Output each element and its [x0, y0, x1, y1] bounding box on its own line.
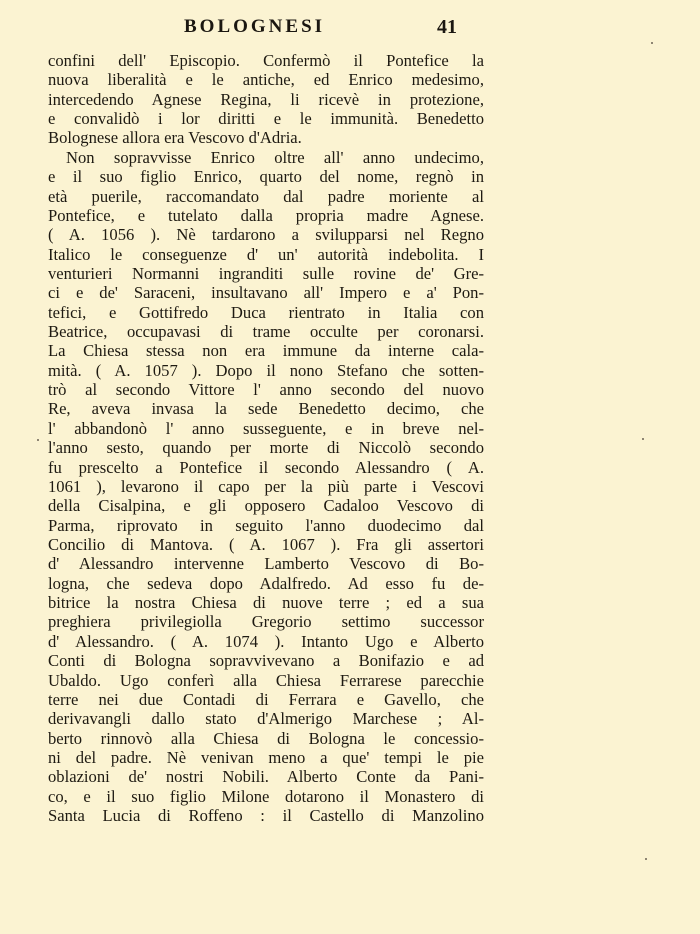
paper-speck: [651, 42, 653, 44]
text-line: Non sopravvisse Enrico oltre all' anno undecimo,: [66, 147, 484, 167]
text-line: terre nei due Contadi di Ferrara e Gavello, che: [48, 689, 484, 709]
text-line: d' Alessandro. ( A. 1074 ). Intanto Ugo e Alberto: [48, 631, 484, 651]
text-line: ci e de' Saraceni, insultavano all' Impero e a' Pon-: [48, 283, 484, 303]
text-line: Parma, riprovato in seguito l'anno duodecimo dal: [48, 515, 484, 535]
text-line: Pontefice, e tutelato dalla propria madre Agnese.: [48, 205, 484, 225]
paper-speck: [645, 858, 647, 860]
text-line: mità. ( A. 1057 ). Dopo il nono Stefano che sotten-: [48, 360, 484, 380]
text-line: ni del padre. Nè venivan meno a que' tempi le pie: [48, 747, 484, 767]
text-line: intercedendo Agnese Regina, li ricevè in protezione,: [48, 89, 484, 109]
text-line: Beatrice, occupavasi di trame occulte per coronarsi.: [48, 322, 484, 342]
text-line: trò al secondo Vittore l' anno secondo del nuovo: [48, 380, 484, 400]
text-line: Re, aveva invasa la sede Benedetto decimo, che: [48, 399, 484, 419]
text-line: co, e il suo figlio Milone dotarono il Monastero di: [48, 786, 484, 806]
text-line: Santa Lucia di Roffeno : il Castello di Manzolino: [48, 806, 484, 826]
paper-speck: [642, 438, 644, 440]
paper-speck: [37, 439, 39, 441]
text-line: Italico le conseguenze d' un' autorità indebolita. I: [48, 244, 484, 264]
text-line: oblazioni de' nostri Nobili. Alberto Conte da Pani-: [48, 767, 484, 787]
body-text: [48, 51, 484, 825]
text-line: d' Alessandro intervenne Lamberto Vescovo di Bo-: [48, 554, 484, 574]
text-line: tefici, e Gottifredo Duca rientrato in Italia con: [48, 302, 484, 322]
text-line: La Chiesa stessa non era immune da interne cala-: [48, 341, 484, 361]
text-line: confini dell' Episcopio. Confermò il Pontefice la: [48, 51, 484, 70]
text-line: Concilio di Mantova. ( A. 1067 ). Fra gli assertori: [48, 534, 484, 554]
text-line: l'anno sesto, quando per morte di Niccolò secondo: [48, 438, 484, 458]
text-line: venturieri Normanni ingranditi sulle rovine de' Gre-: [48, 263, 484, 283]
running-title: BOLOGNESI: [184, 16, 326, 37]
text-line: fu prescelto a Pontefice il secondo Alessandro ( A.: [48, 457, 484, 477]
text-line: della Cisalpina, e gli opposero Cadaloo Vescovo di: [48, 496, 484, 516]
text-line: derivavangli dallo stato d'Almerigo Marchese ; Al-: [48, 709, 484, 729]
text-line: ( A. 1056 ). Nè tardarono a svilupparsi nel Regno: [48, 225, 484, 245]
text-line: Ubaldo. Ugo conferì alla Chiesa Ferrarese parecchie: [48, 670, 484, 690]
running-head: [0, 14, 700, 44]
text-line: Bolognese allora era Vescovo d'Adria.: [48, 128, 302, 148]
text-line: 1061 ), levarono il capo per la più parte i Vescovi: [48, 476, 484, 496]
text-line: nuova liberalità e le antiche, ed Enrico medesimo,: [48, 70, 484, 90]
text-line: bitrice la nostra Chiesa di nuove terre ; ed a sua: [48, 593, 484, 613]
text-line: e convalidò i lor diritti e le immunità. Benedetto: [48, 109, 484, 129]
text-line: berto rinnovò alla Chiesa di Bologna le concessio-: [48, 728, 484, 748]
text-line: età puerile, raccomandato dal padre moriente al: [48, 186, 484, 206]
text-line: e il suo figlio Enrico, quarto del nome, regnò in: [48, 167, 484, 187]
text-line: Conti di Bologna sopravvivevano a Bonifazio e ad: [48, 651, 484, 671]
page-number: 41: [437, 16, 457, 38]
text-line: preghiera privilegiolla Gregorio settimo successor: [48, 612, 484, 632]
text-line: l' abbandonò l' anno susseguente, e in breve nel-: [48, 418, 484, 438]
text-line: logna, che sedeva dopo Adalfredo. Ad esso fu de-: [48, 573, 484, 593]
